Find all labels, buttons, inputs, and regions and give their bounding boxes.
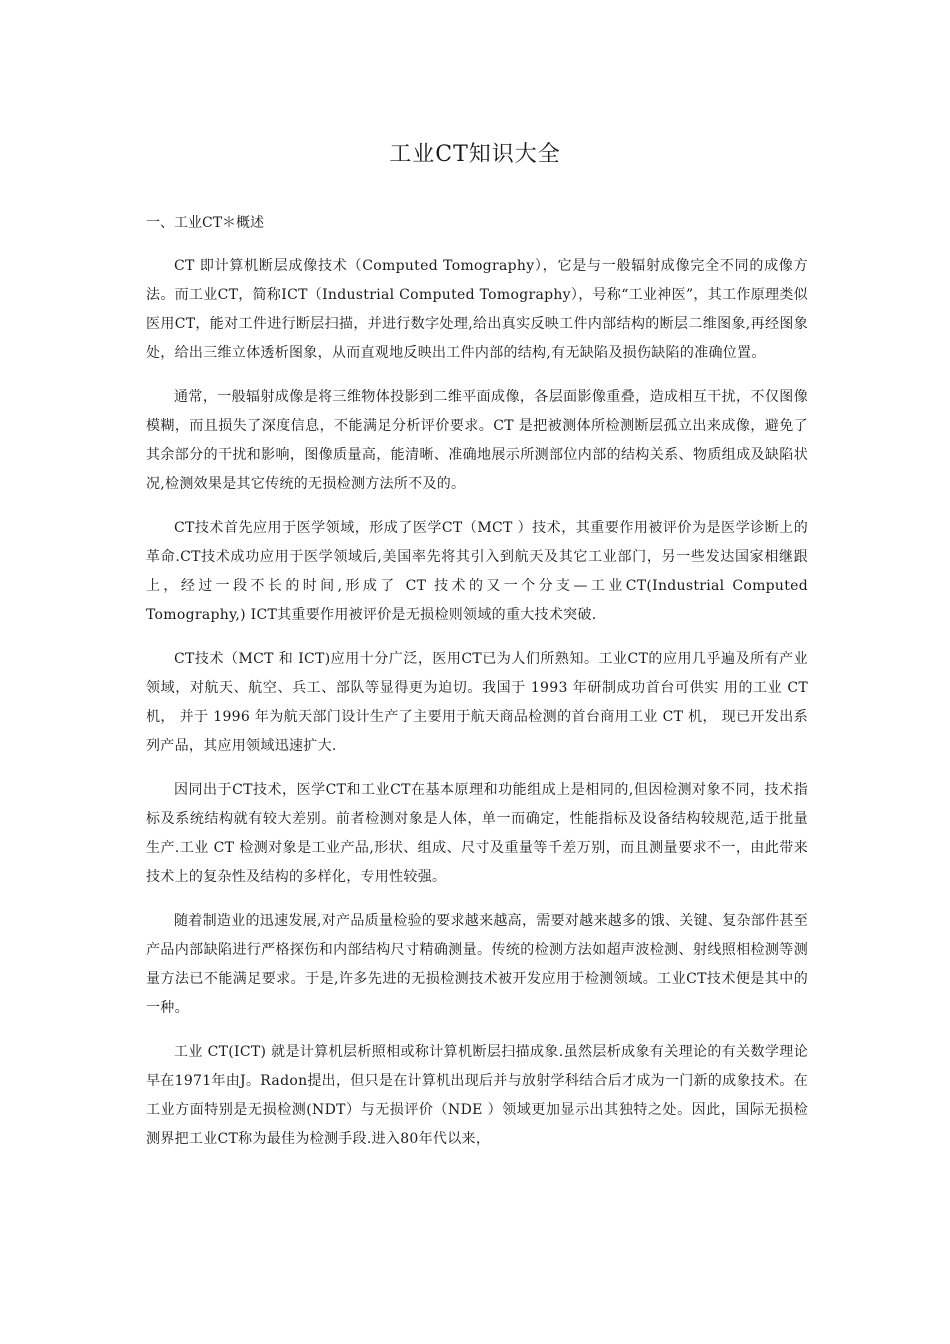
paragraph-7: 工业 CT(ICT) 就是计算机层析照相或称计算机断层扫描成象.虽然层析成象有关理论的有关数学理论早在1971年由J。Radon提出，但只是在计算机出现后并与放射学科结合后才成为一门新的成象技术。在工业方面特别是无损检测(NDT）与无损评价（NDE ）领域更加显示出其独特之处。因此，国际无损检测界把工业CT称为最佳为检测手段.进入80年代以来， [146, 1044, 808, 1147]
paragraph-3: CT技术首先应用于医学领域，形成了医学CT（MCT ）技术，其重要作用被评价为是医学诊断上的革命.CT技术成功应用于医学领域后,美国率先将其引入到航天及其它工业部门，另一些发达国家相继跟上，经过一段不长的时间,形成了 CT 技术的又一个分支—工业CT(Industrial Computed Tomography,) ICT其重要作用被评价是无损检则领域的重大技术突破. [146, 520, 808, 623]
document-body [146, 252, 808, 1169]
paragraph-2: 通常，一般辐射成像是将三维物体投影到二维平面成像，各层面影像重叠，造成相互干扰，不仅图像模糊，而且损失了深度信息，不能满足分析评价要求。CT 是把被测体所检测断层孤立出来成像，避免了其余部分的干扰和影响，图像质量高，能清晰、准确地展示所测部位内部的结构关系、物质组成及缺陷状况,检测效果是其它传统的无损检测方法所不及的。 [146, 389, 808, 492]
section-heading: 一、工业CT＊概述 [146, 215, 265, 231]
document-title: 工业CT知识大全 [389, 142, 561, 167]
paragraph-6: 随着制造业的迅速发展,对产品质量检验的要求越来越高，需要对越来越多的饿、关键、复杂部件甚至产品内部缺陷进行严格探伤和内部结构尺寸精确测量。传统的检测方法如超声波检测、射线照相检测等测量方法已不能满足要求。于是,许多先进的无损检测技术被开发应用于检测领域。工业CT技术便是其中的一种。 [146, 913, 808, 1016]
paragraph-4: CT技术（MCT 和 ICT)应用十分广泛，医用CT已为人们所熟知。工业CT的应用几乎遍及所有产业领域，对航天、航空、兵工、部队等显得更为迫切。我国于 1993 年研制成功首台可供实 用的工业 CT 机， 并于 1996 年为航天部门设计生产了主要用于航天商品检测的首台商用工业 CT 机， 现已开发出系列产品，其应用领域迅速扩大. [146, 651, 808, 754]
paragraph-5: 因同出于CT技术，医学CT和工业CT在基本原理和功能组成上是相同的,但因检测对象不同，技术指标及系统结构就有较大差别。前者检测对象是人体，单一而确定，性能指标及设备结构较规范,适于批量生产.工业 CT 检测对象是工业产品,形状、组成、尺寸及重量等千差万别，而且测量要求不一，由此带来技术上的复杂性及结构的多样化，专用性较强。 [146, 782, 808, 885]
paragraph-1: CT 即计算机断层成像技术（Computed Tomography），它是与一般辐射成像完全不同的成像方法。而工业CT，简称ICT（Industrial Computed Tomography），号称“工业神医”，其工作原理类似医用CT，能对工件进行断层扫描，并进行数字处理,给出真实反映工件内部结构的断层二维图象,再经图象处，给出三维立体透析图象，从而直观地反映出工件内部的结构,有无缺陷及损伤缺陷的准确位置。 [146, 258, 808, 361]
